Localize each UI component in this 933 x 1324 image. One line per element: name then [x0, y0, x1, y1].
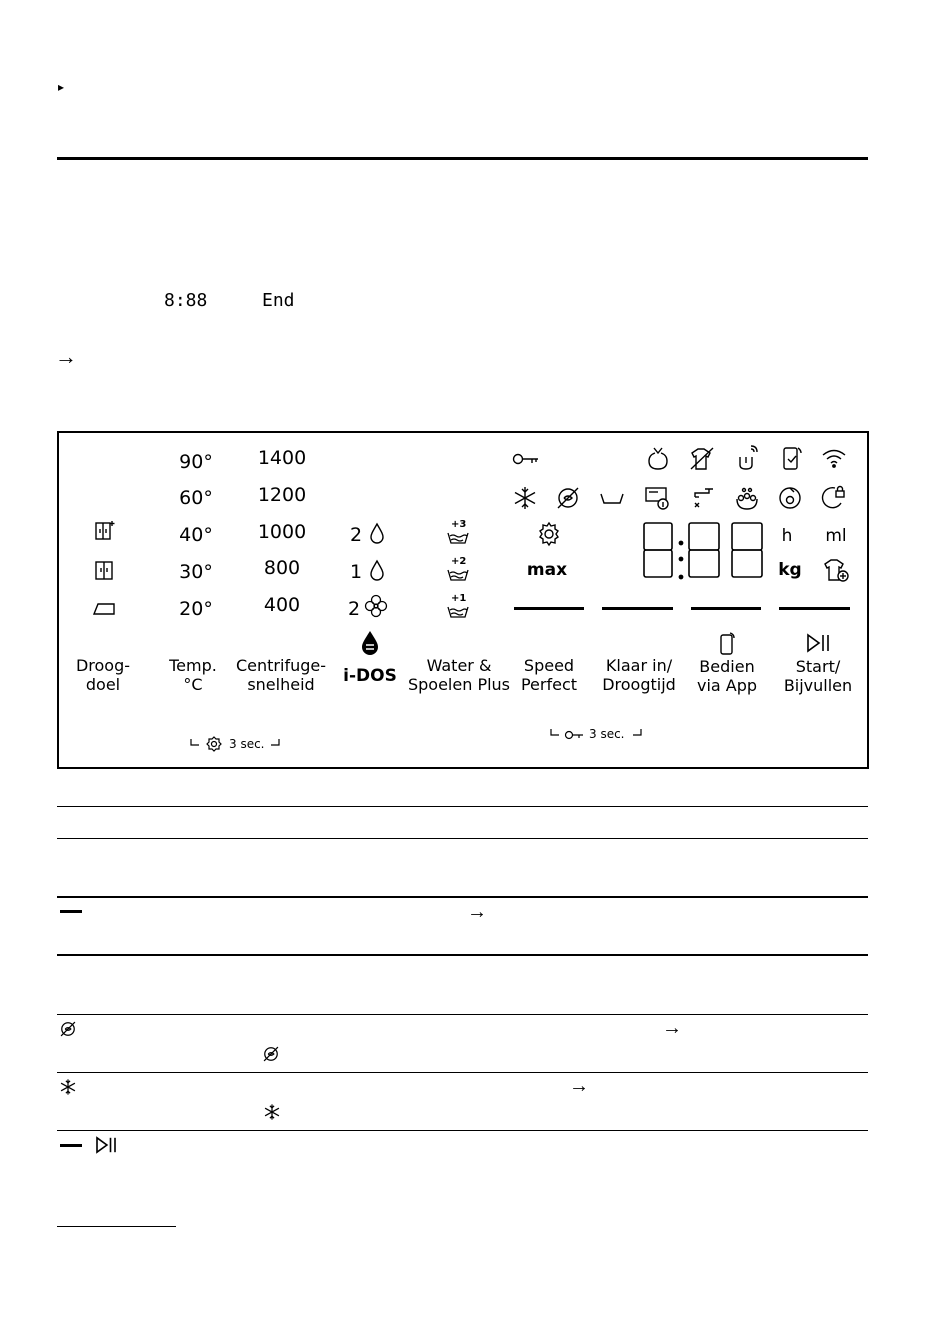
no-spin-icon — [262, 1045, 280, 1063]
settings-hint-text: 3 sec. — [229, 737, 265, 751]
rinse-plus3-label: +3 — [451, 519, 467, 530]
door-lock-icon — [821, 485, 847, 511]
control-panel — [57, 431, 869, 769]
remote-start-icon — [736, 445, 758, 471]
drum-clean-icon — [645, 445, 671, 471]
iron-dry-icon[interactable] — [92, 599, 118, 617]
label-idos[interactable]: i-DOS — [343, 666, 397, 686]
rinse-plus1-label: +1 — [451, 593, 467, 604]
inline-display-time: 8:88 — [164, 290, 208, 311]
basin-icon — [599, 491, 625, 505]
table-rule — [57, 806, 868, 807]
no-spin-icon — [555, 485, 581, 511]
temp-30[interactable]: 30° — [179, 561, 213, 583]
rinse-plus1-icon[interactable] — [445, 593, 471, 619]
temp-20[interactable]: 20° — [179, 598, 213, 620]
arrow-icon: → — [662, 1017, 682, 1039]
label-dry-target[interactable]: Droog- doel — [75, 656, 131, 694]
label-speed-perfect[interactable]: Speed Perfect — [520, 656, 578, 694]
table-rule — [57, 1014, 868, 1015]
table-rule — [57, 838, 868, 839]
drop-icon — [369, 559, 385, 581]
inline-display-end: End — [262, 290, 295, 311]
label-water-rinse[interactable]: Water & Spoelen Plus — [407, 656, 511, 694]
label-temp[interactable]: Temp. °C — [169, 656, 217, 694]
key-icon — [512, 452, 540, 466]
no-spin-icon — [59, 1020, 77, 1038]
foam-icon — [733, 485, 761, 511]
tap-off-icon — [691, 485, 715, 511]
footnote-rule — [57, 1226, 176, 1227]
arrow-icon: → — [55, 344, 77, 369]
speed-max-label: max — [526, 560, 568, 580]
spin-800[interactable]: 800 — [263, 557, 301, 579]
section-rule — [57, 157, 868, 160]
temp-60[interactable]: 60° — [179, 487, 213, 509]
table-rule — [57, 1072, 868, 1073]
drum-dose-icon — [777, 485, 803, 511]
unit-hours: h — [781, 526, 793, 546]
time-display — [642, 521, 792, 581]
detergent-info-icon — [644, 485, 670, 511]
table-rule — [57, 1130, 868, 1131]
play-pause-icon — [805, 633, 831, 653]
unit-kg: kg — [778, 560, 802, 580]
spin-400[interactable]: 400 — [263, 594, 301, 616]
start-indicator-bar — [779, 607, 850, 610]
spin-1400[interactable]: 1400 — [257, 447, 307, 469]
no-wash-icon — [688, 445, 716, 471]
lock-hint-text: 3 sec. — [589, 727, 625, 741]
unit-ml: ml — [825, 526, 847, 546]
label-start[interactable]: Start/ Bijvullen — [783, 657, 853, 695]
label-ready-in[interactable]: Klaar in/ Droogtijd — [602, 656, 676, 694]
shirt-add-icon — [822, 557, 850, 583]
cupboard-dry-icon[interactable] — [94, 559, 116, 581]
wifi-icon — [821, 447, 847, 469]
idos-drop-icon — [359, 629, 381, 657]
bullet-marker: ▸ — [58, 80, 65, 94]
temp-40[interactable]: 40° — [179, 524, 213, 546]
temp-90[interactable]: 90° — [179, 451, 213, 473]
play-pause-icon — [94, 1136, 118, 1154]
snowflake-icon — [59, 1078, 77, 1096]
label-remote[interactable]: Bedien via App — [696, 657, 758, 695]
spin-1000[interactable]: 1000 — [257, 521, 307, 543]
label-spin[interactable]: Centrifuge- snelheid — [236, 656, 326, 694]
rinse-plus2-icon[interactable] — [445, 556, 471, 582]
settings-hint — [187, 735, 287, 753]
flower-icon — [364, 594, 388, 618]
dash-icon — [60, 910, 82, 913]
snowflake-icon — [263, 1103, 281, 1121]
spin-1200[interactable]: 1200 — [257, 484, 307, 506]
snowflake-icon — [512, 485, 538, 511]
cupboard-dry-plus-icon[interactable] — [94, 519, 116, 541]
rinse-plus2-label: +2 — [451, 556, 467, 567]
idos-level-2[interactable]: 2 — [349, 524, 363, 546]
idos-level-2-flower[interactable]: 2 — [347, 598, 361, 620]
arrow-icon: → — [467, 901, 487, 923]
drop-icon — [369, 522, 385, 544]
phone-check-icon — [781, 445, 803, 471]
ready-indicator-bar — [602, 607, 673, 610]
dash-icon — [60, 1144, 82, 1147]
table-rule — [57, 896, 868, 898]
idos-level-1[interactable]: 1 — [349, 561, 363, 583]
rinse-plus3-icon[interactable] — [445, 519, 471, 545]
speed-indicator-bar — [514, 607, 584, 610]
phone-remote-icon — [718, 631, 736, 657]
lock-hint — [547, 725, 647, 743]
table-rule — [57, 954, 868, 956]
gear-icon — [536, 521, 562, 547]
arrow-icon: → — [569, 1075, 589, 1097]
remote-indicator-bar — [691, 607, 761, 610]
